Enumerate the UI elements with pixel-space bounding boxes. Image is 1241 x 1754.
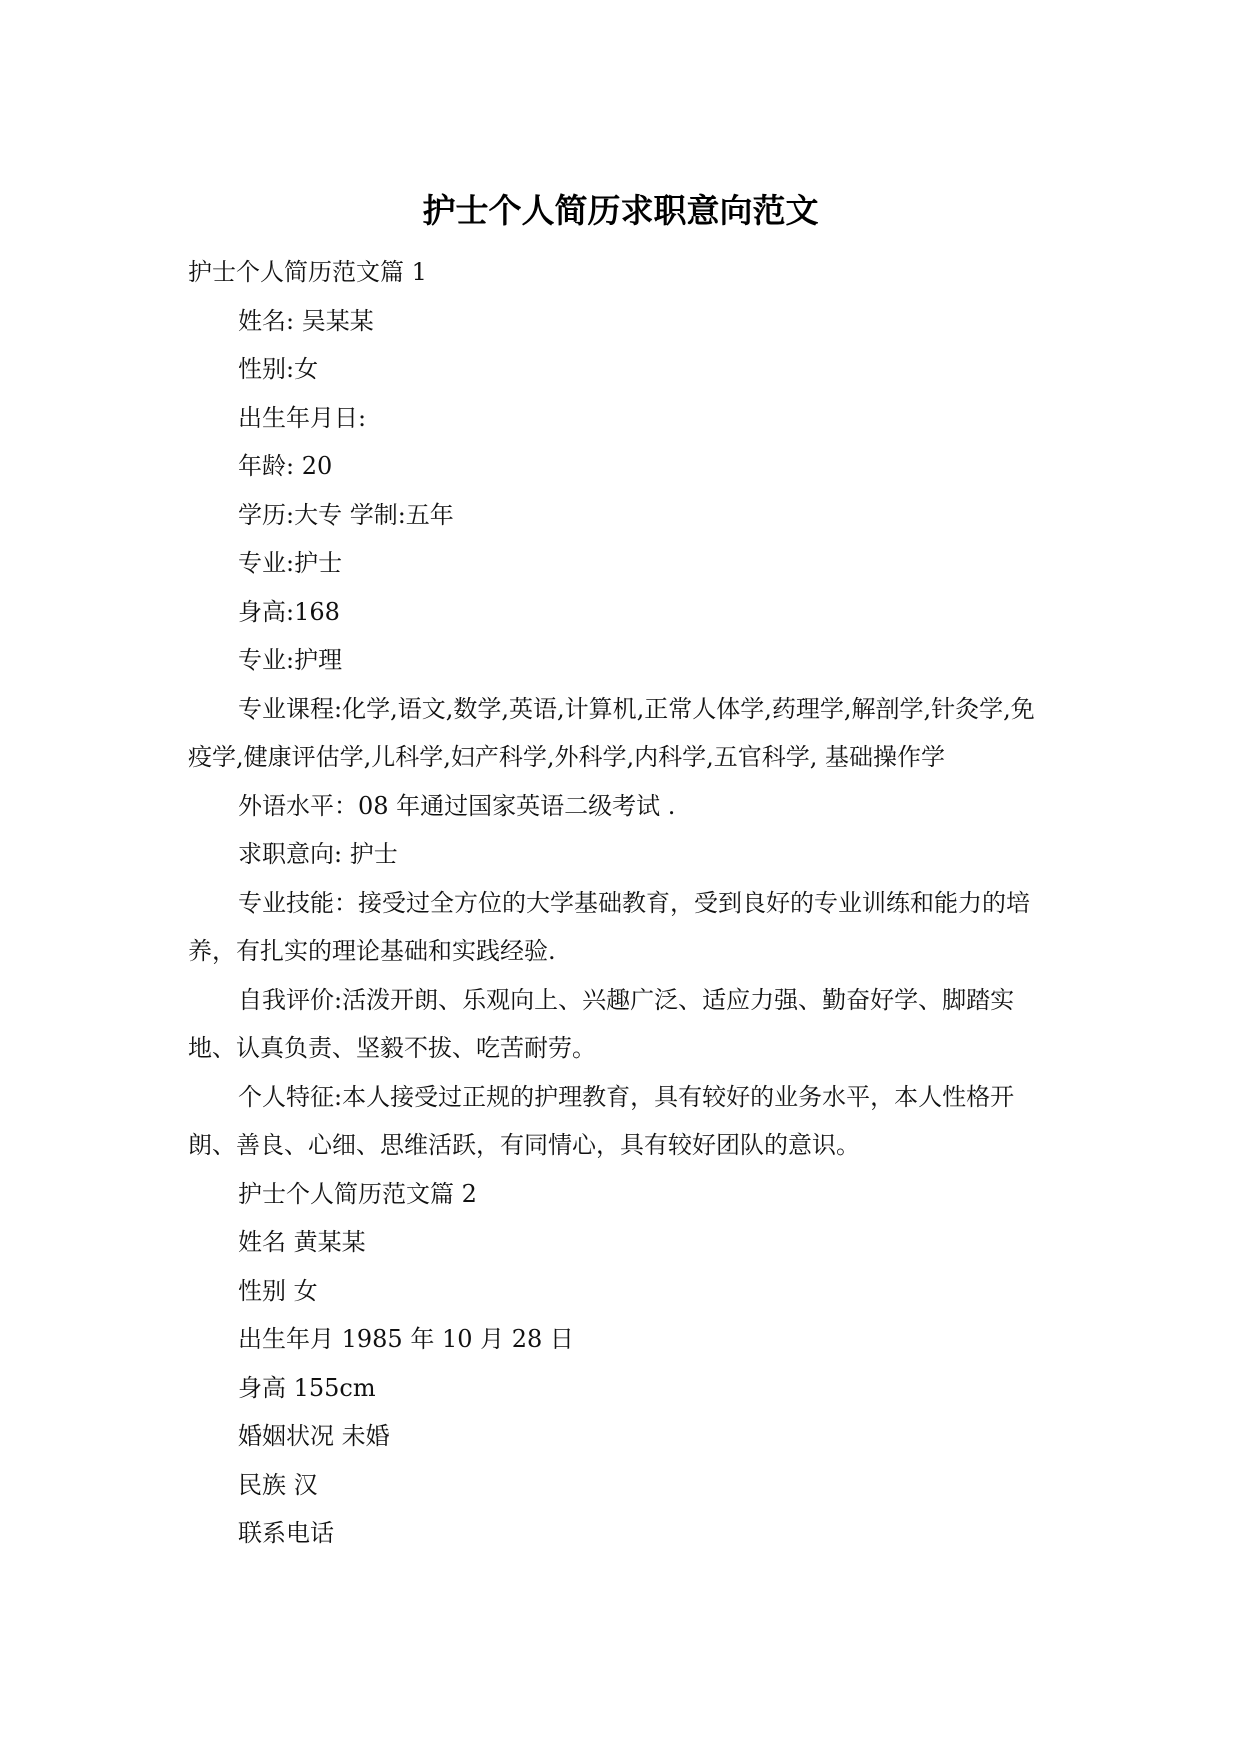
field-self-evaluation: 自我评价:活泼开朗、乐观向上、兴趣广泛、适应力强、勤奋好学、脚踏实地、认真负责、坚毅不拔、吃苦耐劳。 (188, 985, 1015, 1062)
field-gender-2: 性别 女 (238, 1276, 318, 1305)
field-personal-traits: 个人特征:本人接受过正规的护理教育，具有较好的业务水平，本人性格开朗、善良、心细、思维活跃，有同情心，具有较好团队的意识。 (188, 1082, 1015, 1159)
field-job-intention: 求职意向: 护士 (238, 840, 398, 868)
field-phone: 联系电话 (238, 1519, 334, 1547)
field-age: 年龄: 20 (238, 452, 333, 480)
field-name-2: 姓名 黄某某 (238, 1228, 366, 1256)
field-courses: 专业课程:化学,语文,数学,英语,计算机,正常人体学,药理学,解剖学,针灸学,免疫学,健康评估学,儿科学,妇产科学,外科学,内科学,五官科学, 基础操作学 (188, 694, 1035, 771)
field-birthdate: 出生年月日: (238, 403, 367, 432)
section1-heading: 护士个人简历范文篇 1 (188, 258, 427, 286)
field-height: 身高:168 (238, 597, 340, 626)
field-birthdate-2: 出生年月 1985 年 10 月 28 日 (238, 1325, 574, 1353)
field-marital-status: 婚姻状况 未婚 (238, 1422, 390, 1450)
field-gender: 性别:女 (238, 355, 319, 383)
field-major: 专业:护士 (238, 549, 343, 577)
field-ethnicity: 民族 汉 (238, 1470, 318, 1499)
field-name: 姓名: 吴某某 (238, 306, 374, 335)
field-height-2: 身高 155cm (238, 1373, 376, 1402)
document-title: 护士个人简历求职意向范文 (422, 191, 819, 230)
document-body (188, 248, 1048, 1558)
field-language: 外语水平：08 年通过国家英语二级考试 . (238, 791, 676, 820)
section2-heading: 护士个人简历范文篇 2 (238, 1179, 477, 1208)
field-specialty: 专业:护理 (238, 646, 343, 674)
field-skills: 专业技能：接受过全方位的大学基础教育，受到良好的专业训练和能力的培养，有扎实的理论基础和实践经验. (188, 888, 1030, 965)
field-education: 学历:大专 学制:五年 (238, 500, 454, 529)
